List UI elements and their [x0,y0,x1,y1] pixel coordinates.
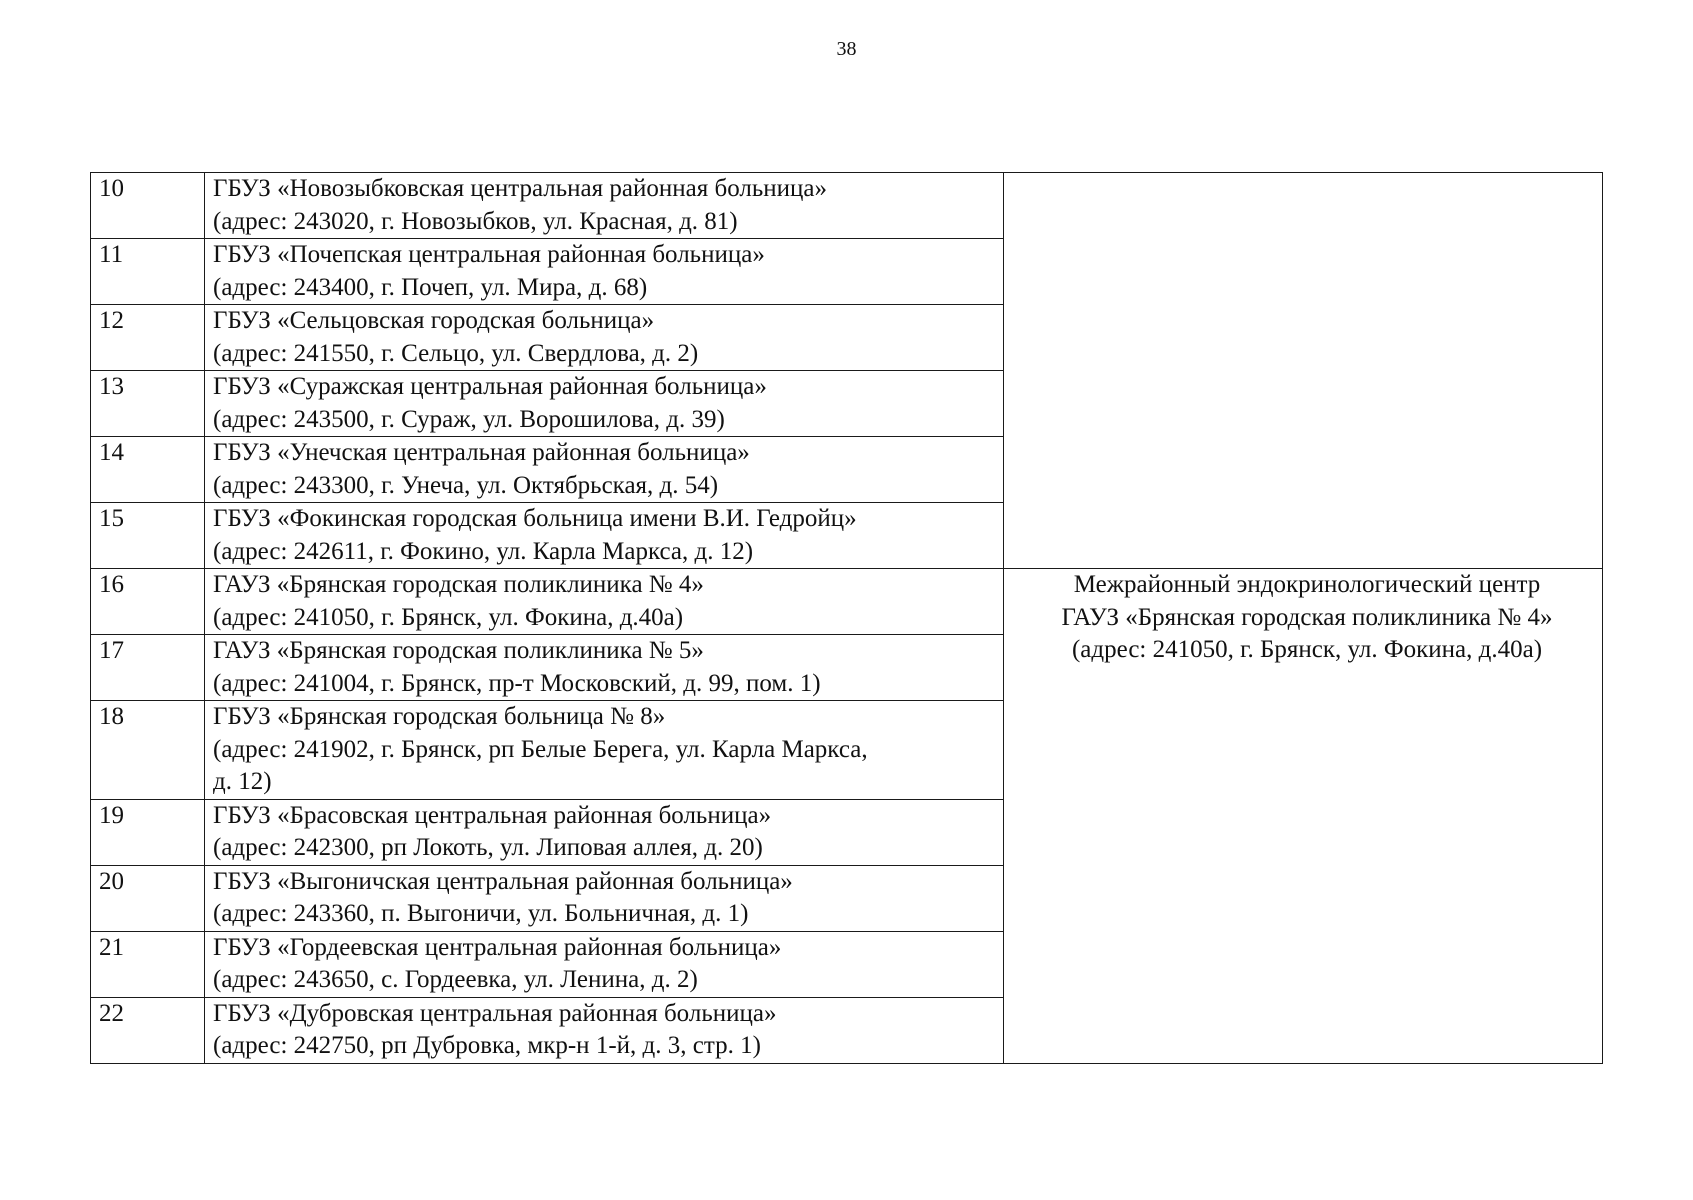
center-address: (адрес: 241050, г. Брянск, ул. Фокина, д.40а) [1071,636,1543,663]
row-number: 22 [91,997,205,1063]
organization-cell [205,239,1004,305]
organization-name: ГБУЗ «Дубровская центральная районная больница» [213,999,777,1027]
organization-cell [205,799,1004,865]
organization-address: (адрес: 241902, г. Брянск, рп Белые Берега, ул. Карла Маркса, [213,735,868,763]
row-number: 21 [91,931,205,997]
organization-name: ГБУЗ «Гордеевская центральная районная больница» [213,933,782,961]
organization-cell [205,371,1004,437]
row-number: 10 [91,173,205,239]
organization-address: (адрес: 242611, г. Фокино, ул. Карла Маркса, д. 12) [213,537,754,565]
row-number: 16 [91,569,205,635]
row-number: 11 [91,239,205,305]
organization-address: (адрес: 243400, г. Почеп, ул. Мира, д. 68) [213,273,648,301]
organization-name: ГБУЗ «Унечская центральная районная больница» [213,439,750,466]
organization-address: (адрес: 242300, рп Локоть, ул. Липовая аллея, д. 20) [213,834,763,861]
row-number: 19 [91,799,205,865]
organization-address: (адрес: 243360, п. Выгоничи, ул. Больничная, д. 1) [213,900,749,927]
organization-name: ГБУЗ «Брасовская центральная районная больница» [213,801,772,829]
organization-cell [205,437,1004,503]
organization-cell [205,503,1004,569]
organization-address: (адрес: 242750, рп Дубровка, мкр-н 1-й, д. 3, стр. 1) [213,1032,761,1059]
organization-address-continued: д. 12) [213,768,272,795]
organization-name: ГБУЗ «Выгоничская центральная районная больница» [213,867,793,895]
organization-address: (адрес: 243650, с. Гордеевка, ул. Ленина, д. 2) [213,966,698,993]
organization-cell [205,865,1004,931]
row-number: 14 [91,437,205,503]
page-number: 38 [836,38,857,60]
organization-cell [205,635,1004,701]
organization-name: ГБУЗ «Новозыбковская центральная районная больница» [213,175,827,202]
organization-address: (адрес: 243300, г. Унеча, ул. Октябрьская, д. 54) [213,471,719,499]
organization-name: ГБУЗ «Брянская городская больница № 8» [213,703,666,730]
medical-organizations-table [90,172,1603,1064]
organization-name: ГБУЗ «Фокинская городская больница имени В.И. Гедройц» [213,505,857,532]
table-row [91,173,1603,239]
endocrinology-center-cell [1004,569,1603,1064]
organization-name: ГБУЗ «Почепская центральная районная больница» [213,241,765,268]
organization-cell [205,569,1004,635]
organization-cell [205,931,1004,997]
organization-address: (адрес: 241004, г. Брянск, пр-т Московский, д. 99, пом. 1) [213,669,821,697]
row-number: 13 [91,371,205,437]
center-organization: ГАУЗ «Брянская городская поликлиника № 4» [1061,603,1553,631]
row-number: 17 [91,635,205,701]
organization-cell [205,701,1004,800]
row-number: 12 [91,305,205,371]
organization-address: (адрес: 241050, г. Брянск, ул. Фокина, д.40а) [213,603,684,631]
organization-cell [205,305,1004,371]
row-number: 15 [91,503,205,569]
row-number: 18 [91,701,205,800]
organization-name: ГБУЗ «Суражская центральная районная больница» [213,373,767,400]
row-number: 20 [91,865,205,931]
table-row [91,569,1603,635]
organization-name: ГАУЗ «Брянская городская поликлиника № 4» [213,571,704,598]
center-cell-empty [1004,173,1603,569]
organization-cell [205,997,1004,1063]
center-title: Межрайонный эндокринологический центр [1073,571,1541,598]
organization-name: ГАУЗ «Брянская городская поликлиника № 5» [213,637,704,664]
organization-address: (адрес: 243500, г. Сураж, ул. Ворошилова, д. 39) [213,405,725,433]
organization-cell [205,173,1004,239]
organization-address: (адрес: 241550, г. Сельцо, ул. Свердлова, д. 2) [213,339,699,367]
organization-address: (адрес: 243020, г. Новозыбков, ул. Красная, д. 81) [213,207,738,235]
organization-name: ГБУЗ «Сельцовская городская больница» [213,307,655,334]
